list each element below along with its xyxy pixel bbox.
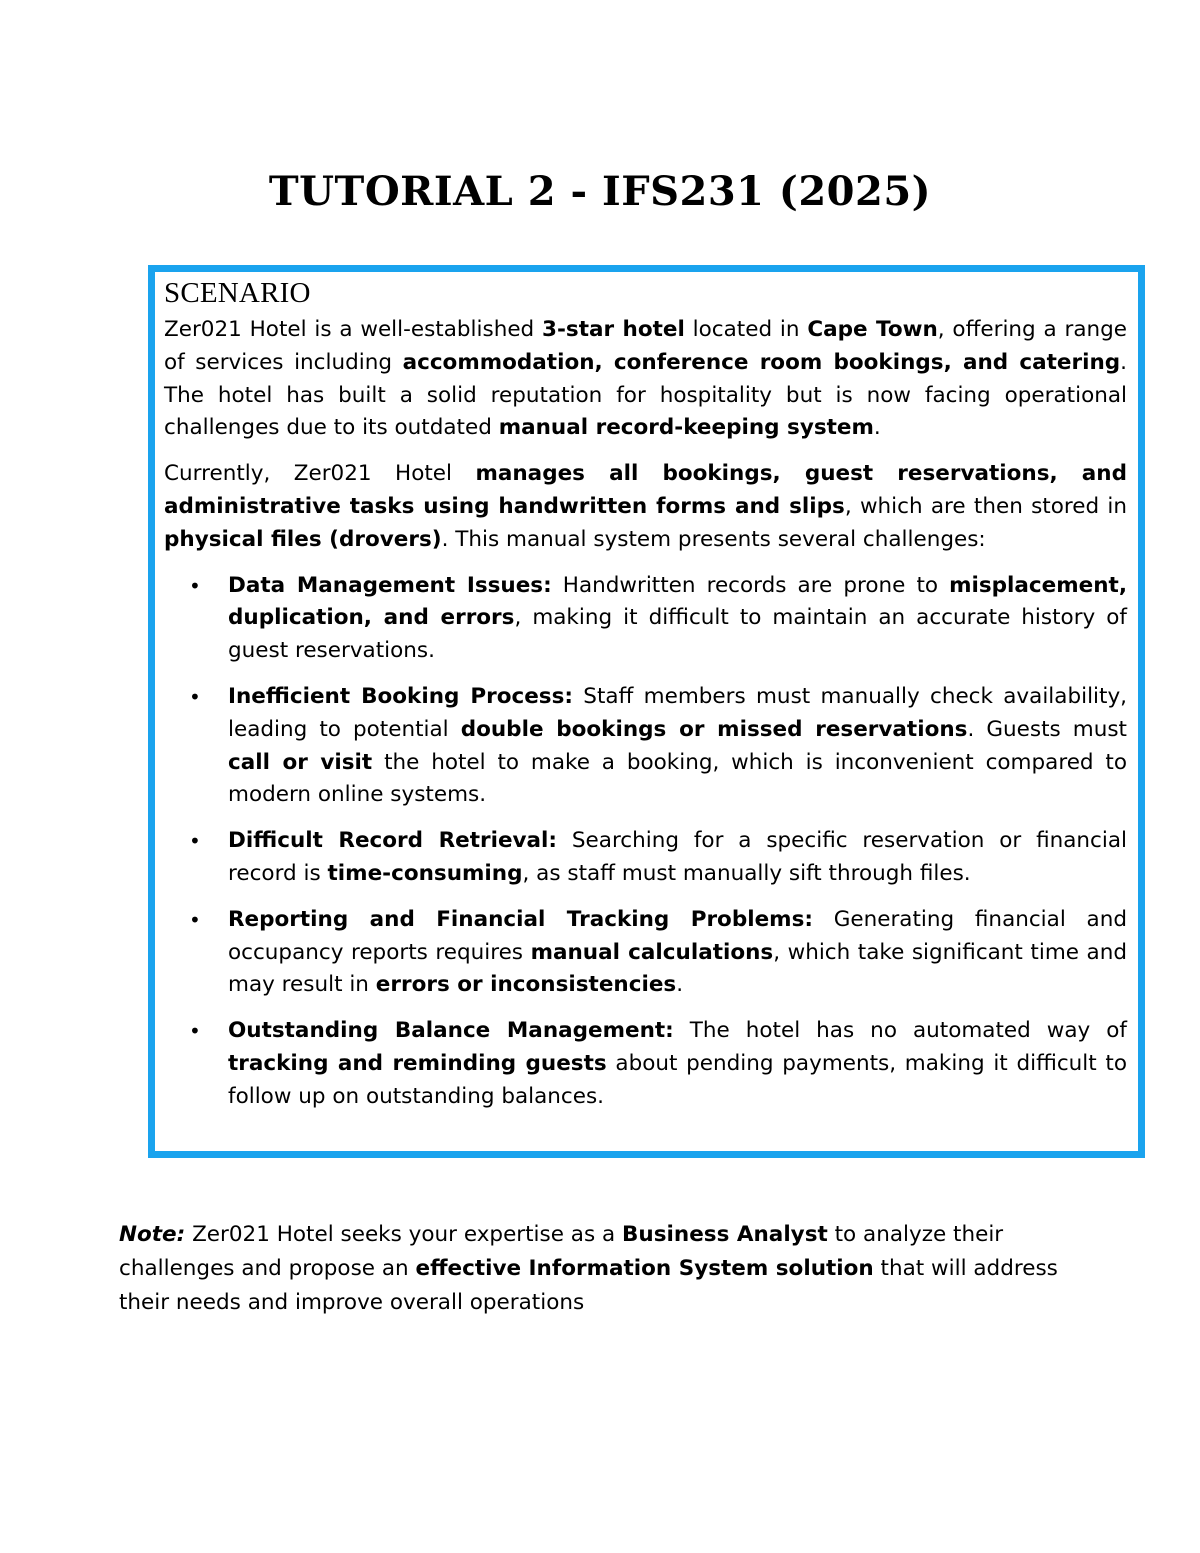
text-run: , offering a range of services including [164,317,1128,375]
text-run: , making it difficult to maintain an accurate history of guest reservations. [228,605,1127,664]
bold-run: errors or inconsistencies [375,972,677,998]
challenges-list [164,570,1127,1114]
list-item-booking-process [164,681,1127,812]
bullet-icon: • [189,1019,201,1044]
scenario-paragraph-intro [164,314,1127,445]
text-run: . [676,972,684,998]
bold-run: manual calculations [530,939,774,965]
bold-run: Outstanding Balance Management: [228,1018,674,1044]
text-run: located in [684,317,808,342]
note-label [119,1222,185,1247]
text-run: Zer021 Hotel seeks your expertise as a [185,1222,623,1247]
text-run: , which take significant time and may result in [228,939,1127,998]
bold-run: physical files (drovers) [164,526,442,552]
bullet-icon: • [189,684,201,709]
bold-run: Difficult Record Retrieval: [228,828,558,854]
text-run: The hotel has no automated way of [673,1018,1127,1044]
bold-run: manages all bookings, guest reservations, and administrative tasks using handwritten forms and slips [164,461,1127,519]
bullet-icon: • [189,829,201,854]
note-label-text: Note: [119,1222,186,1247]
bold-run: Business Analyst [622,1222,828,1247]
text-run: . This manual system presents several challenges: [441,526,986,552]
text-run: Currently, Zer021 Hotel [164,461,476,487]
list-item-data-management [164,570,1127,668]
text-run: . The hotel has built a solid reputation for hospitality but is now facing operational challenges due to its outdated [164,349,1127,441]
text-run: Zer021 Hotel is a well-established [164,317,543,342]
text-run: Generating financial and occupancy reports requires [228,906,1127,965]
bold-run: 3-star hotel [542,317,685,342]
page-title: TUTORIAL 2 - IFS231 (2025) [268,168,932,215]
text-run: that will address their needs and improve overall operations [119,1256,1058,1315]
text-run: the hotel to make a booking, which is inconvenient compared to modern online systems. [228,749,1128,808]
text-run: Handwritten records are prone to [551,572,950,598]
bullet-icon: • [189,573,201,598]
bullet-icon: • [189,907,201,932]
bold-run: Reporting and Financial Tracking Problems: [228,906,813,932]
note-paragraph [119,1218,1079,1320]
bold-run: Inefficient Booking Process: [228,683,573,709]
list-item-record-retrieval [164,825,1127,891]
bold-run: double bookings or missed reservations [460,716,968,742]
bold-run: time-consuming [327,860,523,886]
scenario-box [148,265,1145,1158]
text-run: . [873,415,881,441]
bold-run: effective Information System solution [415,1256,874,1281]
text-run: about pending payments, making it difficult to follow up on outstanding balances. [228,1050,1128,1109]
list-item-financial-tracking [164,904,1127,1002]
text-run: to analyze their challenges and propose an [119,1222,1004,1281]
scenario-paragraph-current [164,458,1127,556]
bold-run: Data Management Issues: [228,572,552,598]
bold-run: misplacement, duplication, and errors [228,572,1127,631]
bold-run: call or visit [228,749,373,775]
bold-run: accommodation, conference room bookings, and catering [402,349,1121,375]
text-run: Searching for a specific reservation or financial record is [228,828,1128,886]
bold-run: manual record-keeping system [498,415,874,441]
text-run: , as staff must manually sift through files. [522,860,971,886]
bold-run: Cape Town [807,317,938,342]
bold-run: tracking and reminding guests [228,1050,607,1076]
text-run: , which are then stored in [844,493,1127,519]
scenario-heading: SCENARIO [164,277,311,309]
list-item-outstanding-balance [164,1015,1127,1113]
text-run: . Guests must [967,716,1127,742]
text-run: Staff members must manually check availability, leading to potential [228,683,1128,742]
